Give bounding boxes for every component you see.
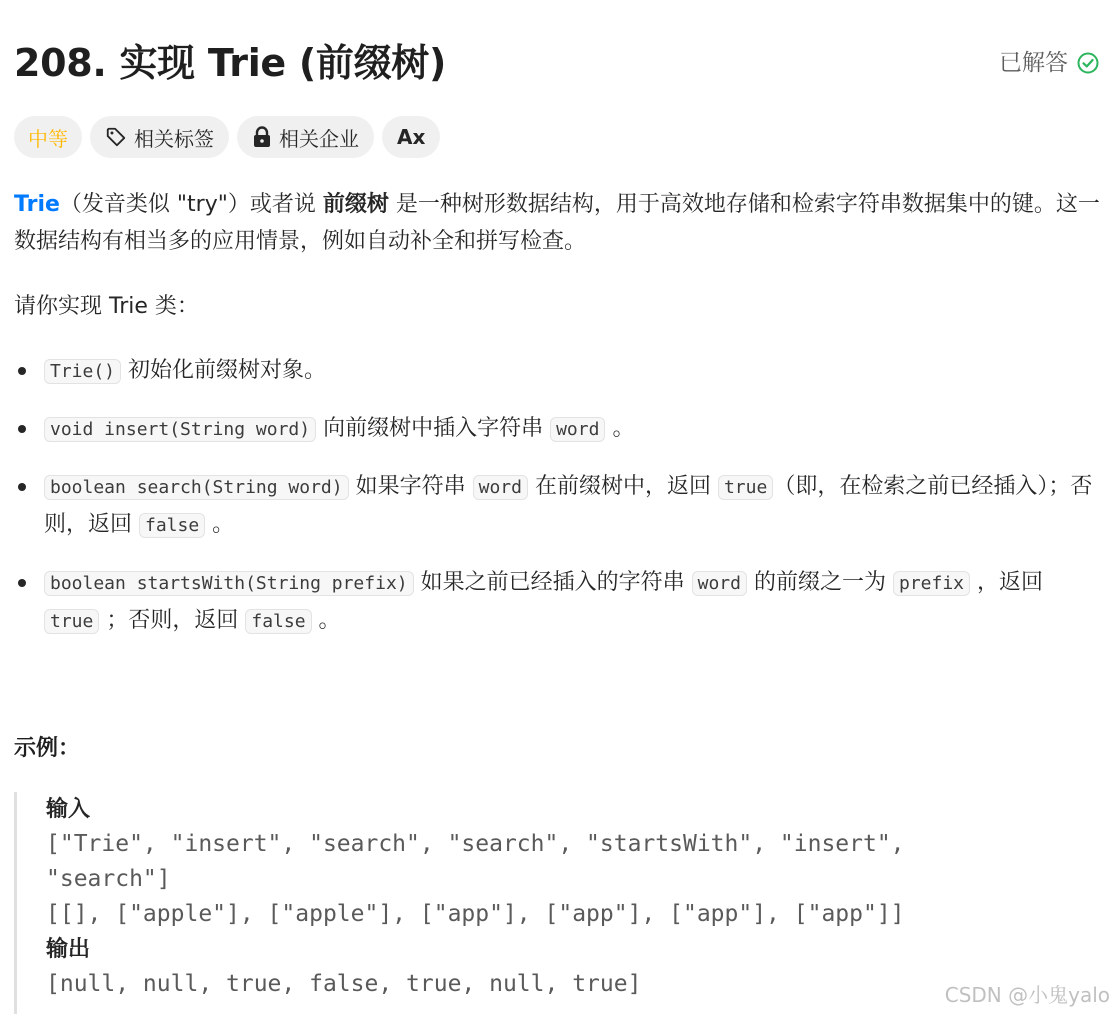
list-item: Trie() 初始化前缀树对象。	[14, 352, 1100, 390]
difficulty-tag[interactable]: 中等	[14, 116, 82, 158]
inline-code: word	[692, 571, 747, 596]
example-input-label: 输入	[46, 797, 91, 822]
lock-icon	[252, 126, 272, 148]
problem-description	[14, 186, 1100, 660]
inline-code: prefix	[893, 571, 970, 596]
problem-title: 208. 实现 Trie (前缀树)	[14, 41, 447, 85]
trie-link[interactable]: Trie	[14, 192, 60, 217]
method-signature: Trie()	[44, 359, 121, 384]
list-item: boolean startsWith(String prefix) 如果之前已经插入的字符串 word 的前缀之一为 prefix ，返回 true ；否则，返回 false 。	[14, 564, 1100, 640]
example-input-args: [[], ["apple"], ["apple"], ["app"], ["app"], ["app"], ["app"]]	[46, 901, 905, 927]
problem-header	[14, 36, 1100, 90]
prefix-tree-term: 前缀树	[322, 192, 389, 217]
example-input-line: ["Trie", "insert", "search", "search", "startsWith", "insert",	[46, 831, 905, 857]
example-output-label: 输出	[46, 937, 91, 962]
solved-status[interactable]	[999, 48, 1100, 78]
method-signature: boolean search(String word)	[44, 475, 349, 500]
intro-paragraph: Trie（发音类似 "try"）或者说 前缀树 是一种树形数据结构，用于高效地存储和检索字符串数据集中的键。这一数据结构有相当多的应用情景，例如自动补全和拼写检查。	[14, 192, 1100, 254]
related-tags-label: 相关标签	[134, 126, 214, 151]
implement-prompt: 请你实现 Trie 类：	[14, 294, 199, 319]
example-block	[14, 792, 1014, 1014]
related-tags-button[interactable]	[90, 116, 229, 158]
translate-button[interactable]	[382, 116, 440, 158]
inline-code: false	[245, 609, 311, 634]
inline-code: true	[44, 609, 99, 634]
watermark: CSDN @小鬼yalo	[944, 983, 1110, 1007]
list-item: void insert(String word) 向前缀树中插入字符串 word 。	[14, 410, 1100, 448]
translate-icon: Ax	[397, 125, 426, 149]
method-signature: void insert(String word)	[44, 417, 316, 442]
check-circle-icon	[1076, 51, 1100, 75]
inline-code: word	[550, 417, 605, 442]
inline-code: false	[139, 513, 205, 538]
method-list	[14, 352, 1100, 640]
solved-status-label: 已解答	[999, 50, 1068, 76]
inline-code: true	[718, 475, 773, 500]
example-title: 示例：	[14, 736, 81, 761]
list-item: boolean search(String word) 如果字符串 word 在前缀树中，返回 true （即，在检索之前已经插入）；否则，返回 false 。	[14, 468, 1100, 544]
example-output-line: [null, null, true, false, true, null, true]	[46, 971, 642, 997]
related-companies-label: 相关企业	[279, 126, 359, 151]
tag-bar	[14, 116, 440, 158]
related-companies-button[interactable]	[237, 116, 374, 158]
example-input-line: "search"]	[46, 866, 171, 892]
method-signature: boolean startsWith(String prefix)	[44, 571, 414, 596]
inline-code: word	[473, 475, 528, 500]
tag-icon	[105, 126, 127, 148]
